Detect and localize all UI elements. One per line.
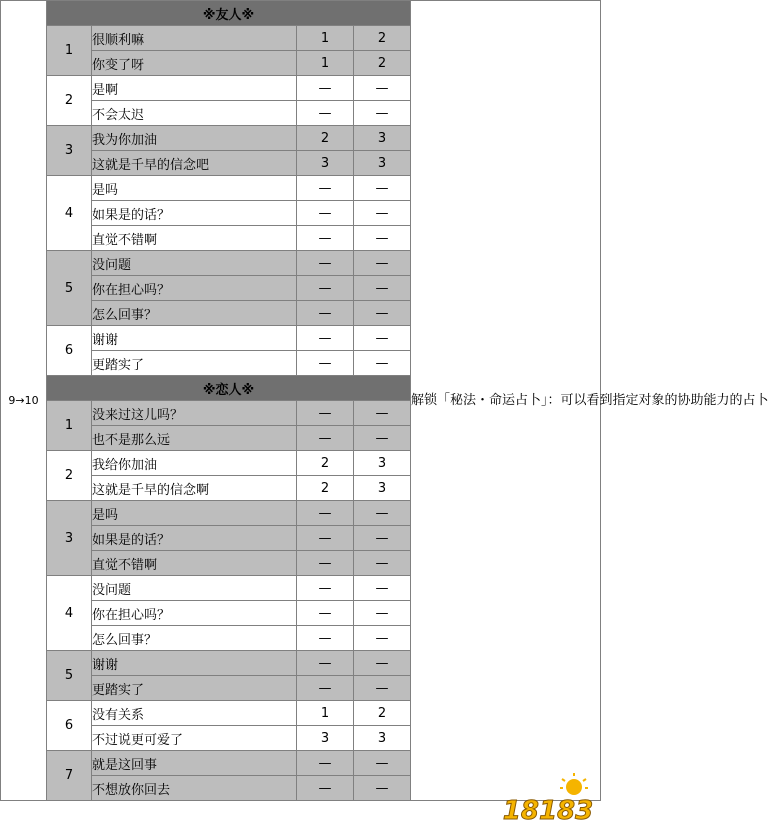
value-b: — bbox=[354, 551, 411, 576]
value-a: — bbox=[297, 76, 354, 101]
value-a: — bbox=[297, 176, 354, 201]
value-b: — bbox=[354, 751, 411, 776]
logo-text: 18183 bbox=[502, 796, 594, 826]
value-b: — bbox=[354, 676, 411, 701]
option-text: 如果是的话？ bbox=[92, 526, 297, 551]
value-a: — bbox=[297, 276, 354, 301]
option-text: 是吗 bbox=[92, 176, 297, 201]
group-number: 7 bbox=[47, 751, 92, 801]
group-number: 5 bbox=[47, 651, 92, 701]
value-b: 2 bbox=[354, 701, 411, 726]
value-b: — bbox=[354, 251, 411, 276]
value-a: — bbox=[297, 226, 354, 251]
group-number: 3 bbox=[47, 501, 92, 576]
option-text: 我给你加油 bbox=[92, 451, 297, 476]
option-text: 没问题 bbox=[92, 251, 297, 276]
value-a: — bbox=[297, 576, 354, 601]
option-text: 也不是那么远 bbox=[92, 426, 297, 451]
site-logo bbox=[500, 771, 596, 827]
value-a: 1 bbox=[297, 51, 354, 76]
section-title: ※恋人※ bbox=[47, 376, 411, 401]
option-text: 谢谢 bbox=[92, 651, 297, 676]
group-number: 1 bbox=[47, 26, 92, 76]
group-number: 4 bbox=[47, 576, 92, 651]
option-text: 是吗 bbox=[92, 501, 297, 526]
option-text: 你变了呀 bbox=[92, 51, 297, 76]
option-text: 是啊 bbox=[92, 76, 297, 101]
group-number: 2 bbox=[47, 76, 92, 126]
option-text: 这就是千早的信念啊 bbox=[92, 476, 297, 501]
group-number: 1 bbox=[47, 401, 92, 451]
value-b: 2 bbox=[354, 26, 411, 51]
group-number: 6 bbox=[47, 701, 92, 751]
value-a: 1 bbox=[297, 701, 354, 726]
value-a: — bbox=[297, 251, 354, 276]
value-a: — bbox=[297, 201, 354, 226]
option-text: 就是这回事 bbox=[92, 751, 297, 776]
value-b: — bbox=[354, 776, 411, 801]
value-b: — bbox=[354, 426, 411, 451]
value-a: 2 bbox=[297, 126, 354, 151]
option-text: 更踏实了 bbox=[92, 676, 297, 701]
group-number: 4 bbox=[47, 176, 92, 251]
option-text: 直觉不错啊 bbox=[92, 226, 297, 251]
value-b: — bbox=[354, 576, 411, 601]
value-a: — bbox=[297, 301, 354, 326]
option-text: 我为你加油 bbox=[92, 126, 297, 151]
option-text: 没有关系 bbox=[92, 701, 297, 726]
value-b: 3 bbox=[354, 151, 411, 176]
value-a: 3 bbox=[297, 151, 354, 176]
value-b: 3 bbox=[354, 126, 411, 151]
option-text: 你在担心吗？ bbox=[92, 276, 297, 301]
value-b: 3 bbox=[354, 476, 411, 501]
value-a: — bbox=[297, 501, 354, 526]
value-b: — bbox=[354, 201, 411, 226]
value-b: — bbox=[354, 351, 411, 376]
value-a: — bbox=[297, 626, 354, 651]
value-a: — bbox=[297, 326, 354, 351]
value-a: — bbox=[297, 676, 354, 701]
option-text: 怎么回事？ bbox=[92, 626, 297, 651]
value-b: — bbox=[354, 526, 411, 551]
group-number: 5 bbox=[47, 251, 92, 326]
value-b: — bbox=[354, 226, 411, 251]
option-text: 这就是千早的信念吧 bbox=[92, 151, 297, 176]
option-text: 谢谢 bbox=[92, 326, 297, 351]
option-text: 更踏实了 bbox=[92, 351, 297, 376]
value-b: 3 bbox=[354, 451, 411, 476]
option-text: 如果是的话？ bbox=[92, 201, 297, 226]
option-text: 直觉不错啊 bbox=[92, 551, 297, 576]
group-number: 6 bbox=[47, 326, 92, 376]
option-text: 没问题 bbox=[92, 576, 297, 601]
group-number: 3 bbox=[47, 126, 92, 176]
option-text: 很顺利嘛 bbox=[92, 26, 297, 51]
value-b: — bbox=[354, 76, 411, 101]
value-b: — bbox=[354, 501, 411, 526]
value-b: 3 bbox=[354, 726, 411, 751]
value-b: — bbox=[354, 651, 411, 676]
section-title: ※友人※ bbox=[47, 1, 411, 26]
value-a: — bbox=[297, 101, 354, 126]
value-a: 2 bbox=[297, 451, 354, 476]
value-a: — bbox=[297, 651, 354, 676]
value-b: — bbox=[354, 401, 411, 426]
value-a: — bbox=[297, 601, 354, 626]
value-a: 2 bbox=[297, 476, 354, 501]
value-b: — bbox=[354, 101, 411, 126]
value-a: — bbox=[297, 776, 354, 801]
value-b: — bbox=[354, 326, 411, 351]
option-text: 不会太迟 bbox=[92, 101, 297, 126]
stage-cell: 9→10 bbox=[1, 1, 47, 801]
value-b: — bbox=[354, 626, 411, 651]
effect-cell: 解锁「秘法・命运占卜」：可以看到指定对象的协助能力的占卜 bbox=[411, 1, 601, 801]
value-a: — bbox=[297, 551, 354, 576]
value-a: 3 bbox=[297, 726, 354, 751]
option-text: 不想放你回去 bbox=[92, 776, 297, 801]
value-b: — bbox=[354, 301, 411, 326]
value-a: — bbox=[297, 401, 354, 426]
value-b: — bbox=[354, 176, 411, 201]
section-header-row bbox=[1, 1, 601, 26]
option-text: 没来过这儿吗？ bbox=[92, 401, 297, 426]
value-a: — bbox=[297, 751, 354, 776]
value-a: — bbox=[297, 426, 354, 451]
value-b: — bbox=[354, 276, 411, 301]
sun-icon bbox=[560, 773, 588, 795]
group-number: 2 bbox=[47, 451, 92, 501]
option-text: 你在担心吗？ bbox=[92, 601, 297, 626]
value-b: — bbox=[354, 601, 411, 626]
value-b: 2 bbox=[354, 51, 411, 76]
value-a: — bbox=[297, 351, 354, 376]
option-text: 怎么回事？ bbox=[92, 301, 297, 326]
value-a: 1 bbox=[297, 26, 354, 51]
option-text: 不过说更可爱了 bbox=[92, 726, 297, 751]
value-a: — bbox=[297, 526, 354, 551]
